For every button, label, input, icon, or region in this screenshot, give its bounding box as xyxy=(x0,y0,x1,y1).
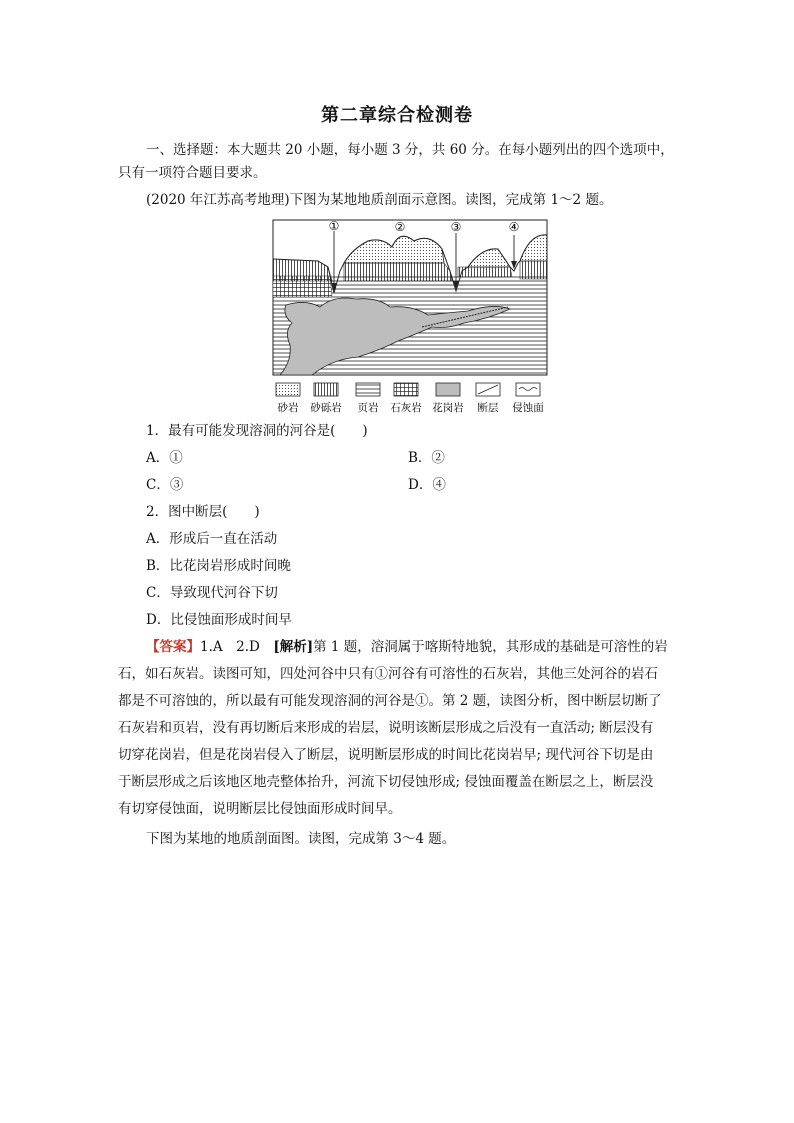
legend-shale-swatch xyxy=(356,383,380,396)
answer-values: 1.A 2.D xyxy=(200,639,274,655)
analysis-line-5: 切穿花岗岩，但是花岗岩侵入了断层，说明断层形成的时间比花岗岩早; 现代河谷下切是由 xyxy=(118,747,654,763)
legend-limestone-swatch xyxy=(394,383,418,396)
analysis-line-3: 都是不可溶蚀的，所以最有可能发现溶洞的河谷是①。第 2 题，读图分析，图中断层切断了 xyxy=(118,693,662,709)
legend-label-granite: 花岗岩 xyxy=(432,402,464,414)
question-1-option-d: D．④ xyxy=(408,477,446,493)
figure-legend xyxy=(276,383,544,414)
legend-label-sandstone: 砂岩 xyxy=(277,402,299,414)
geologic-section-figure xyxy=(272,219,548,415)
analysis-line-1: 第 1 题，溶洞属于喀斯特地貌，其形成的基础是可溶性的岩 xyxy=(313,639,668,655)
river-marker-4: ④ xyxy=(508,220,520,234)
legend-granite-swatch xyxy=(436,383,460,396)
answer-tag: 【答案】 xyxy=(146,639,200,655)
legend-erosion-swatch xyxy=(516,383,540,396)
section-heading-line2: 只有一项符合题目要求。 xyxy=(118,165,267,181)
legend-sandstone-swatch xyxy=(276,383,300,396)
question-1-option-b: B．② xyxy=(408,450,445,466)
analysis-tag: [解析] xyxy=(273,639,314,655)
legend-label-erosion: 侵蚀面 xyxy=(512,402,544,414)
question-2-option-b: B．比花岗岩形成时间晚 xyxy=(146,558,291,574)
river-marker-3: ③ xyxy=(450,220,462,234)
question-intro-2: 下图为某地的地质剖面图。读图，完成第 3～4 题。 xyxy=(146,831,456,847)
page-title: 第二章综合检测卷 xyxy=(321,105,473,126)
legend-label-fault: 断层 xyxy=(477,402,499,414)
question-1-option-c: C．③ xyxy=(146,477,184,493)
legend-conglomerate-swatch xyxy=(314,383,338,396)
legend-label-conglomerate: 砂砾岩 xyxy=(310,402,342,414)
question-intro: (2020 年江苏高考地理)下图为某地地质剖面示意图。读图，完成第 1～2 题。 xyxy=(146,192,613,208)
question-2-option-c: C．导致现代河谷下切 xyxy=(146,585,278,601)
analysis-line-7: 有切穿侵蚀面，说明断层比侵蚀面形成时间早。 xyxy=(118,801,402,817)
question-2-option-d: D．比侵蚀面形成时间早 xyxy=(146,612,292,628)
answer-line-1 xyxy=(146,637,706,657)
river-marker-2: ② xyxy=(394,220,406,234)
legend-label-shale: 页岩 xyxy=(357,402,379,414)
analysis-line-2: 石，如石灰岩。读图可知，四处河谷中只有①河谷有可溶性的石灰岩，其他三处河谷的岩石 xyxy=(118,666,658,682)
question-2-option-a: A．形成后一直在活动 xyxy=(146,531,278,547)
analysis-line-4: 石灰岩和页岩，没有再切断后来形成的岩层，说明该断层形成之后没有一直活动; 断层没有 xyxy=(118,720,654,736)
river-marker-1: ① xyxy=(328,219,340,233)
question-1-stem: 1．最有可能发现溶洞的河谷是( ) xyxy=(146,423,368,439)
question-1-option-a: A．① xyxy=(146,450,183,466)
question-2-stem: 2．图中断层( ) xyxy=(146,504,260,520)
legend-label-limestone: 石灰岩 xyxy=(390,402,422,414)
analysis-line-6: 于断层形成之后该地区地壳整体抬升，河流下切侵蚀形成; 侵蚀面覆盖在断层之上，断层没 xyxy=(118,774,654,790)
section-heading-line1: 一、选择题：本大题共 20 小题，每小题 3 分，共 60 分。在每小题列出的四个选项中， xyxy=(146,142,674,158)
